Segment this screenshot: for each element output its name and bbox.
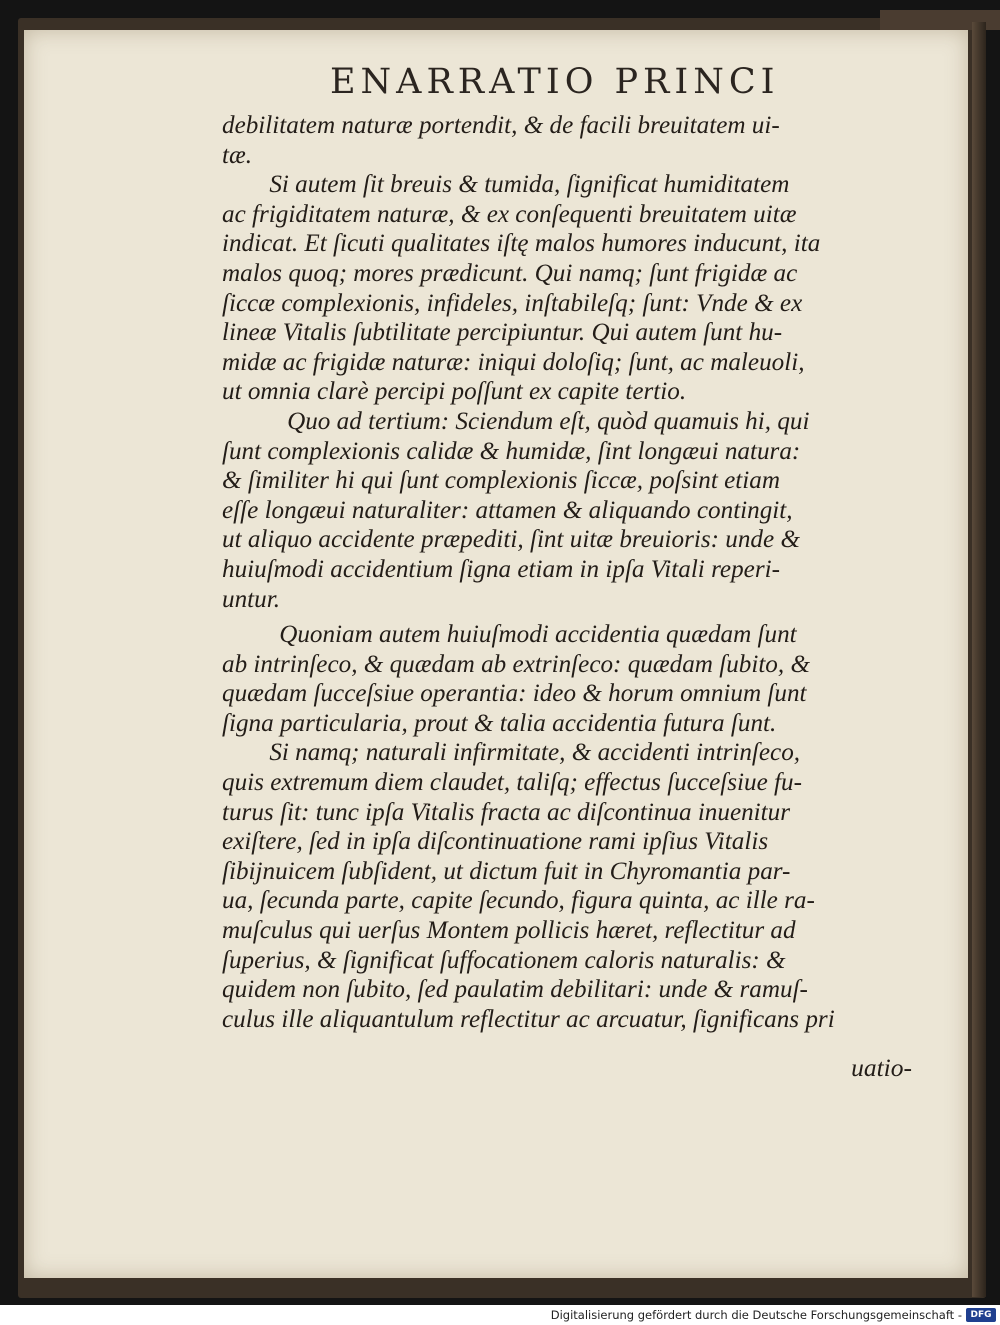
text-line: untur. — [222, 583, 280, 613]
text-line: eſſe longæui naturaliter: attamen & aliquando contingit, — [222, 494, 793, 524]
text-line: muſculus qui uerſus Montem pollicis hæret, reflectitur ad — [222, 915, 796, 945]
text-line: ſigna particularia, prout & talia accidentia futura ſunt. — [222, 707, 777, 737]
text-line: ſuperius, & ſignificat ſuffocationem caloris naturalis: & — [222, 944, 786, 974]
text-line: ſibijnuicem ſubſident, ut dictum fuit in Chyromantia par- — [222, 855, 791, 885]
text-line: midæ ac frigidæ naturæ: iniqui doloſiq; ſunt, ac maleuoli, — [222, 346, 805, 376]
text-line: ac frigiditatem naturæ, & ex conſequenti breuitatem uitæ — [222, 198, 797, 228]
text-line: ſiccæ complexionis, infideles, inſtabileſq; ſunt: Vnde & ex — [222, 287, 803, 317]
text-line: tæ. — [222, 139, 253, 169]
footer-bar — [0, 1305, 1000, 1325]
text-line: Si autem ſit breuis & tumida, ſignificat humiditatem — [269, 169, 790, 199]
text-line: ut aliquo accidente præpediti, ſint uitæ breuioris: unde & — [222, 524, 801, 554]
text-line: ut omnia clarè percipi poſſunt ex capite tertio. — [222, 376, 687, 406]
text-line: Quoniam autem huiuſmodi accidentia quædam ſunt — [279, 619, 797, 649]
text-line: ſunt complexionis calidæ & humidæ, ſint longæui natura: — [222, 435, 801, 465]
text-line: Quo ad tertium: Sciendum eſt, quòd quamuis hi, qui — [287, 405, 810, 435]
text-line: quædam ſucceſsiue operantia: ideo & horum omnium ſunt — [222, 678, 807, 708]
body-text — [222, 110, 922, 1033]
text-line: & ſimiliter hi qui ſunt complexionis ſiccæ, poſsint etiam — [222, 465, 780, 495]
text-line: turus ſit: tunc ipſa Vitalis fracta ac diſcontinua inuenitur — [222, 796, 791, 826]
text-line: Si namq; naturali infirmitate, & accidenti intrinſeco, — [269, 737, 801, 767]
text-line: malos quoq; mores prædicunt. Qui namq; ſunt frigidæ ac — [222, 257, 798, 287]
text-line: quis extremum diem claudet, taliſq; effectus ſucceſsiue fu- — [222, 767, 802, 797]
text-line: quidem non ſubito, ſed paulatim debilitari: unde & ramuſ- — [222, 974, 808, 1004]
funding-credit: Digitalisierung gefördert durch die Deutsche Forschungsgemeinschaft - — [550, 1308, 962, 1322]
text-line: exiſtere, ſed in ipſa diſcontinuatione rami ipſius Vitalis — [222, 826, 769, 856]
dfg-logo: DFG — [966, 1308, 996, 1322]
text-line: culus ille aliquantulum reflectitur ac arcuatur, ſignificans pri — [222, 1003, 835, 1033]
text-line: lineæ Vitalis ſubtilitate percipiuntur. Qui autem ſunt hu- — [222, 317, 783, 347]
text-line: huiuſmodi accidentium ſigna etiam in ipſa Vitali reperi- — [222, 553, 780, 583]
text-line: ab intrinſeco, & quædam ab extrinſeco: quædam ſubito, & — [222, 648, 811, 678]
text-line: ua, ſecunda parte, capite ſecundo, figura quinta, ac ille ra- — [222, 885, 815, 915]
running-head: ENARRATIO PRINCI — [330, 62, 780, 102]
binding-edge-right — [972, 22, 986, 1297]
text-line: debilitatem naturæ portendit, & de facili breuitatem ui- — [222, 110, 780, 139]
catchword: uatio- — [851, 1053, 912, 1082]
text-line: indicat. Et ſicuti qualitates iſtę malos humores inducunt, ita — [222, 228, 821, 258]
